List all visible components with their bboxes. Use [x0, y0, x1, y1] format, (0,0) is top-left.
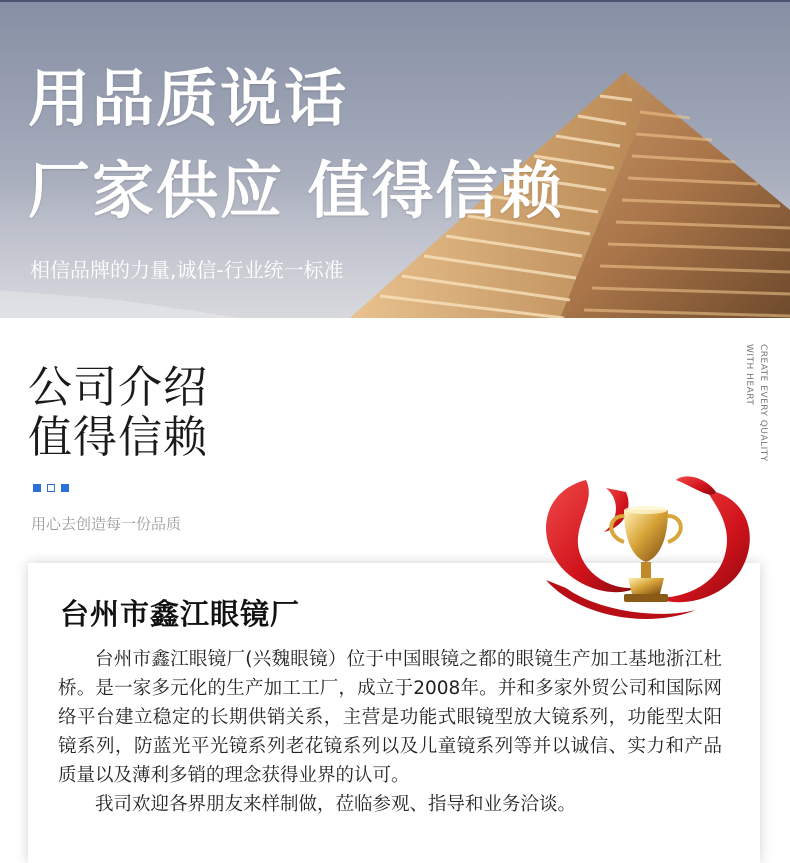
vertical-slogan: CREATE EVERY QUALITY WITH HEART	[744, 344, 768, 462]
section-title-line2: 值得信赖	[28, 412, 208, 463]
hero-subtitle: 相信品牌的力量,诚信-行业统一标准	[30, 258, 344, 282]
decorative-dots	[33, 484, 75, 503]
square-outline-dot-icon	[47, 484, 55, 492]
section-title-line1: 公司介绍	[28, 362, 208, 413]
description-paragraph: 台州市鑫江眼镜厂(兴魏眼镜）位于中国眼镜之都的眼镜生产加工基地浙江杜桥。是一家多元化的生产加工工厂，成立于2008年。并和多家外贸公司和国际网络平台建立稳定的长期供销关系，主营是功能式眼镜型放大镜系列，功能型太阳镜系列，防蓝光平光镜系列老花镜系列以及儿童镜系列等并以诚信、实力和产品质量以及薄利多销的理念获得业界的认可。	[58, 649, 722, 786]
hero-banner	[0, 0, 790, 318]
hero-title-line1: 用品质说话	[28, 62, 349, 135]
company-description	[58, 645, 722, 819]
square-dot-icon	[61, 484, 69, 492]
section-motto: 用心去创造每一份品质	[31, 515, 182, 533]
square-dot-icon	[33, 484, 41, 492]
description-paragraph: 我司欢迎各界朋友来样制做，莅临参观、指导和业务洽谈。	[95, 794, 577, 815]
trophy-with-red-ribbon-icon	[526, 470, 766, 630]
hero-title-line2: 厂家供应 值得信赖	[28, 154, 564, 227]
company-name: 台州市鑫江眼镜厂	[60, 597, 301, 631]
